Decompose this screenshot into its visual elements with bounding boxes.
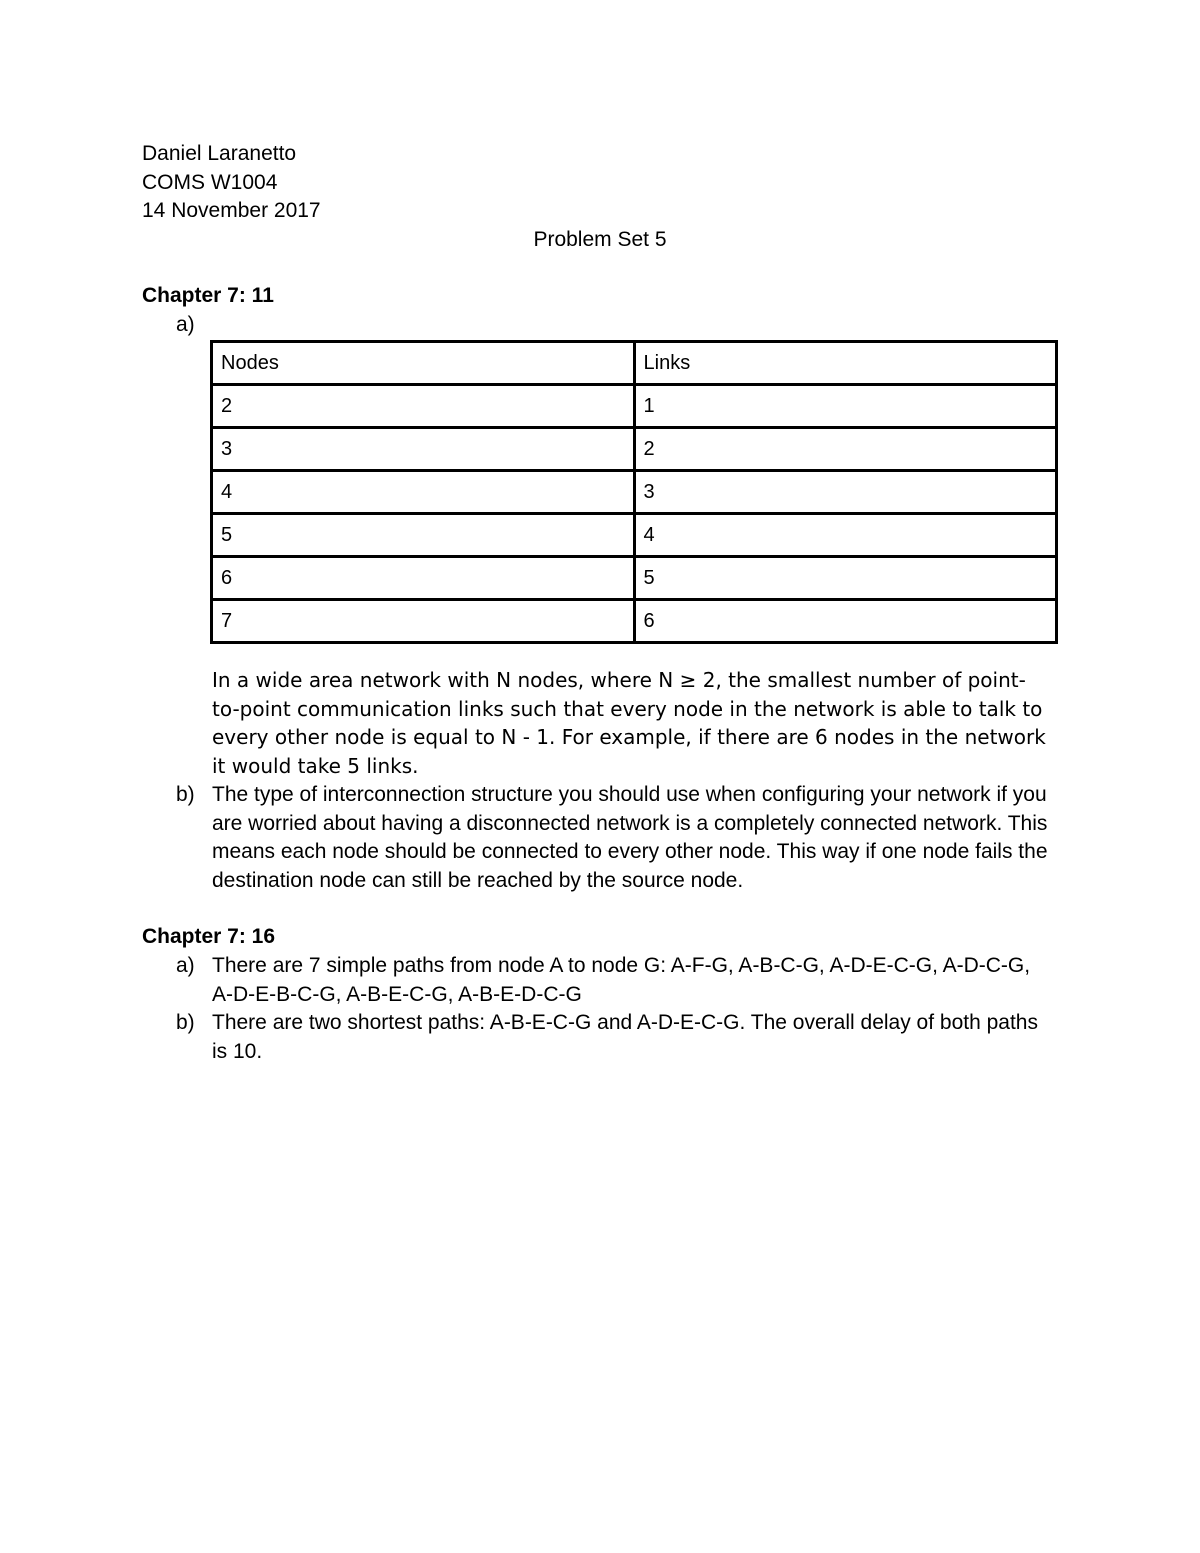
author-name: Daniel Laranetto [142, 142, 297, 165]
table-cell: 6 [212, 557, 635, 600]
answer-paragraph: In a wide area network with N nodes, where N ≥ 2, the smallest number of point-to-point communication links such that every node in the network is able to talk to every other node is equal to N - 1. For example, if there are 6 nodes in the network it would take 5 links. [212, 668, 1046, 778]
table-cell: 6 [634, 600, 1057, 643]
list-marker: b) [176, 1011, 195, 1034]
answer-paragraph: There are 7 simple paths from node A to node G: A-F-G, A-B-C-G, A-D-E-C-G, A-D-C-G, A-D-E-B-C-G, A-B-E-C-G, A-B-E-D-C-G [212, 954, 1031, 1006]
nodes-links-table [210, 340, 1058, 644]
course-code: COMS W1004 [142, 170, 278, 194]
chapter-heading: Chapter 7: 11 [142, 284, 274, 307]
document-header [142, 140, 321, 226]
table-header-row [212, 342, 1057, 385]
table-cell: 5 [634, 557, 1057, 600]
answer-paragraph: There are two shortest paths: A-B-E-C-G and A-D-E-C-G. The overall delay of both paths is 10. [212, 1011, 1038, 1063]
document-title: Problem Set 5 [533, 228, 667, 251]
document-date: 14 November 2017 [142, 199, 321, 222]
answer-paragraph: The type of interconnection structure you should use when configuring your network if you are worried about having a disconnected network is a completely connected network. This means each node should be connected to every other node. This way if one node fails the destination node can still be reached by the source node. [212, 783, 1048, 892]
table-cell: 5 [212, 514, 635, 557]
list-marker: a) [176, 954, 195, 977]
list-marker: a) [176, 313, 195, 336]
table-header-cell: Nodes [212, 342, 635, 385]
table-header-cell: Links [634, 342, 1057, 385]
table-row [212, 557, 1057, 600]
table-cell: 2 [212, 385, 635, 428]
list-marker: b) [176, 783, 195, 806]
table-cell: 1 [634, 385, 1057, 428]
table-row [212, 428, 1057, 471]
table-cell: 3 [634, 471, 1057, 514]
table-cell: 7 [212, 600, 635, 643]
table-cell: 2 [634, 428, 1057, 471]
chapter-heading: Chapter 7: 16 [142, 925, 276, 948]
table-row [212, 385, 1057, 428]
table-row [212, 600, 1057, 643]
table-row [212, 514, 1057, 557]
table-cell: 4 [212, 471, 635, 514]
table-cell: 4 [634, 514, 1057, 557]
table-cell: 3 [212, 428, 635, 471]
table-row [212, 471, 1057, 514]
